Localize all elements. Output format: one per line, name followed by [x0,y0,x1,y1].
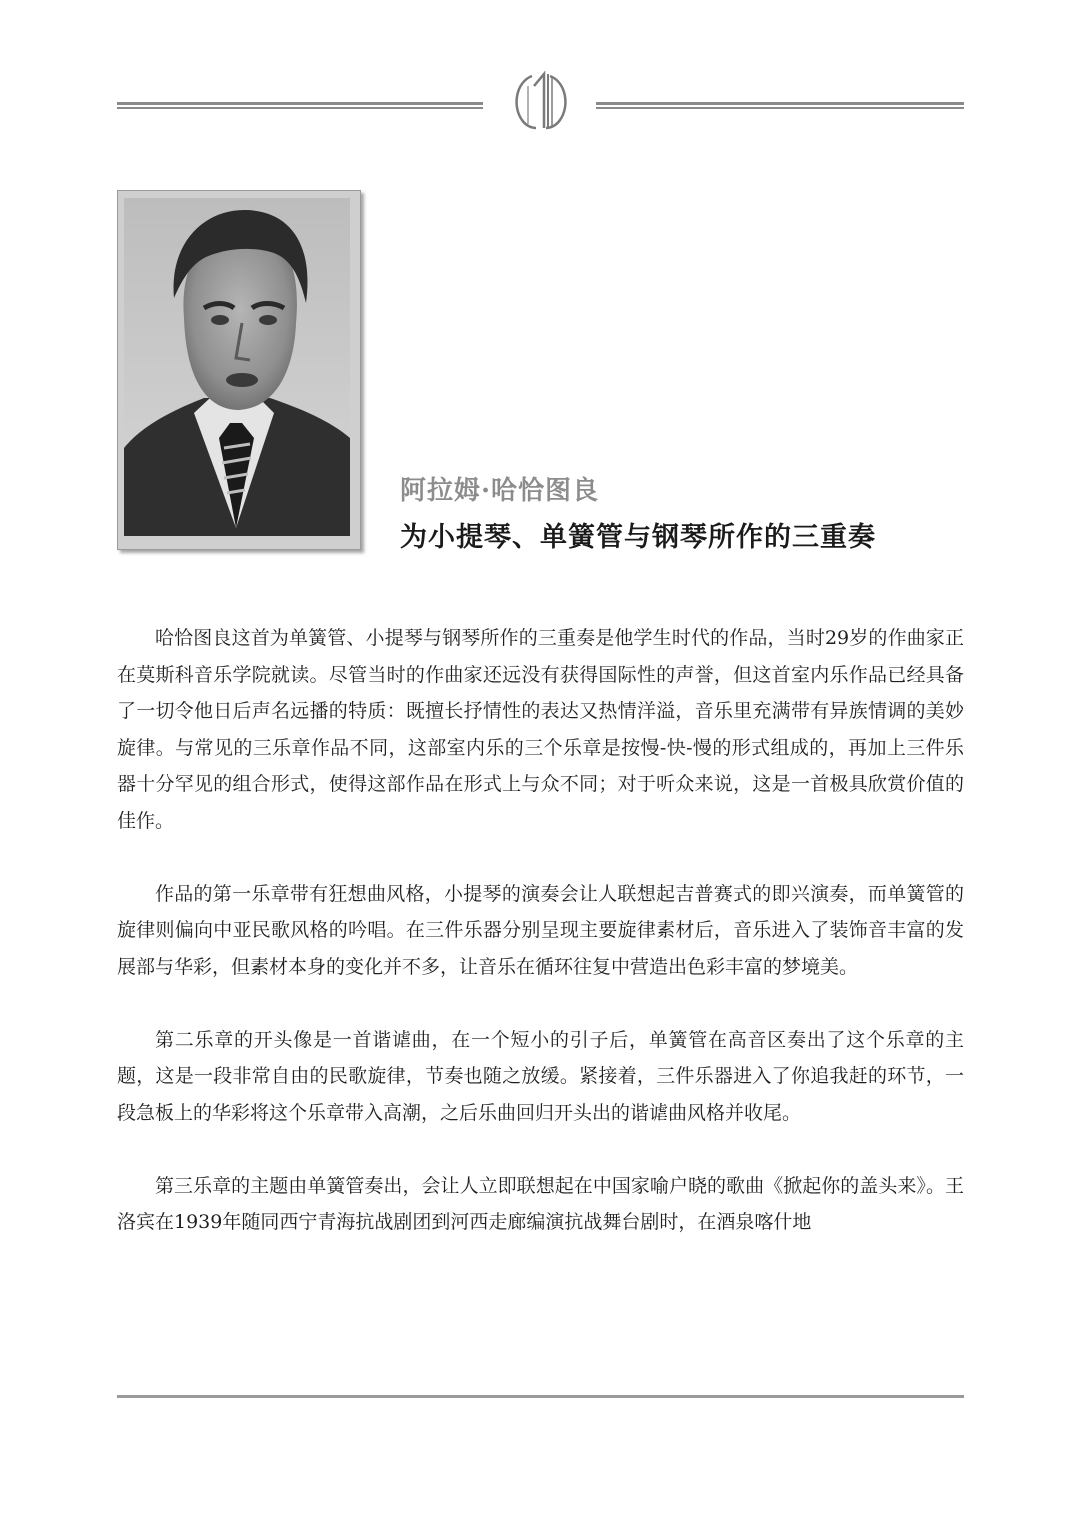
paragraph: 第二乐章的开头像是一首谐谑曲，在一个短小的引子后，单簧管在高音区奏出了这个乐章的主题，这是一段非常自由的民歌旋律，节奏也随之放缓。紧接着，三件乐器进入了你追我赶的环节，一段急板上的华彩将这个乐章带入高潮，之后乐曲回归开头出的谐谑曲风格并收尾。 [117,1028,964,1124]
work-title: 为小提琴、单簧管与钢琴所作的三重奏 [400,522,876,553]
paragraph: 第三乐章的主题由单簧管奏出，会让人立即联想起在中国家喻户晓的歌曲《掀起你的盖头来》。王洛宾在1939年随同西宁青海抗战剧团到河西走廊编演抗战舞台剧时，在酒泉喀什地 [117,1174,964,1233]
composer-name: 阿拉姆·哈恰图良 [400,476,600,506]
paragraph: 哈恰图良这首为单簧管、小提琴与钢琴所作的三重奏是他学生时代的作品，当时29岁的作曲家正在莫斯科音乐学院就读。尽管当时的作曲家还远没有获得国际性的声誉，但这首室内乐作品已经具备了一切令他日后声名远播的特质：既擅长抒情性的表达又热情洋溢，音乐里充满带有异族情调的美妙旋律。与常见的三乐章作品不同，这部室内乐的三个乐章是按慢-快-慢的形式组成的，再加上三件乐器十分罕见的组合形式，使得这部作品在形式上与众不同；对于听众来说，这是一首极具欣赏价值的佳作。 [117,627,964,832]
article-body [117,620,964,1241]
composer-portrait-photo [124,198,350,536]
paragraph: 作品的第一乐章带有狂想曲风格，小提琴的演奏会让人联想起吉普赛式的即兴演奏，而单簧管的旋律则偏向中亚民歌风格的吟唱。在三件乐器分别呈现主要旋律素材后，音乐进入了装饰音丰富的发展部与华彩，但素材本身的变化并不多，让音乐在循环往复中营造出色彩丰富的梦境美。 [117,882,964,978]
header-rule-left [117,102,483,109]
footer-rule [117,1395,964,1398]
portrait-frame [117,190,361,550]
numeral-one-emblem-icon [508,66,574,132]
header-rule-right [596,102,964,109]
